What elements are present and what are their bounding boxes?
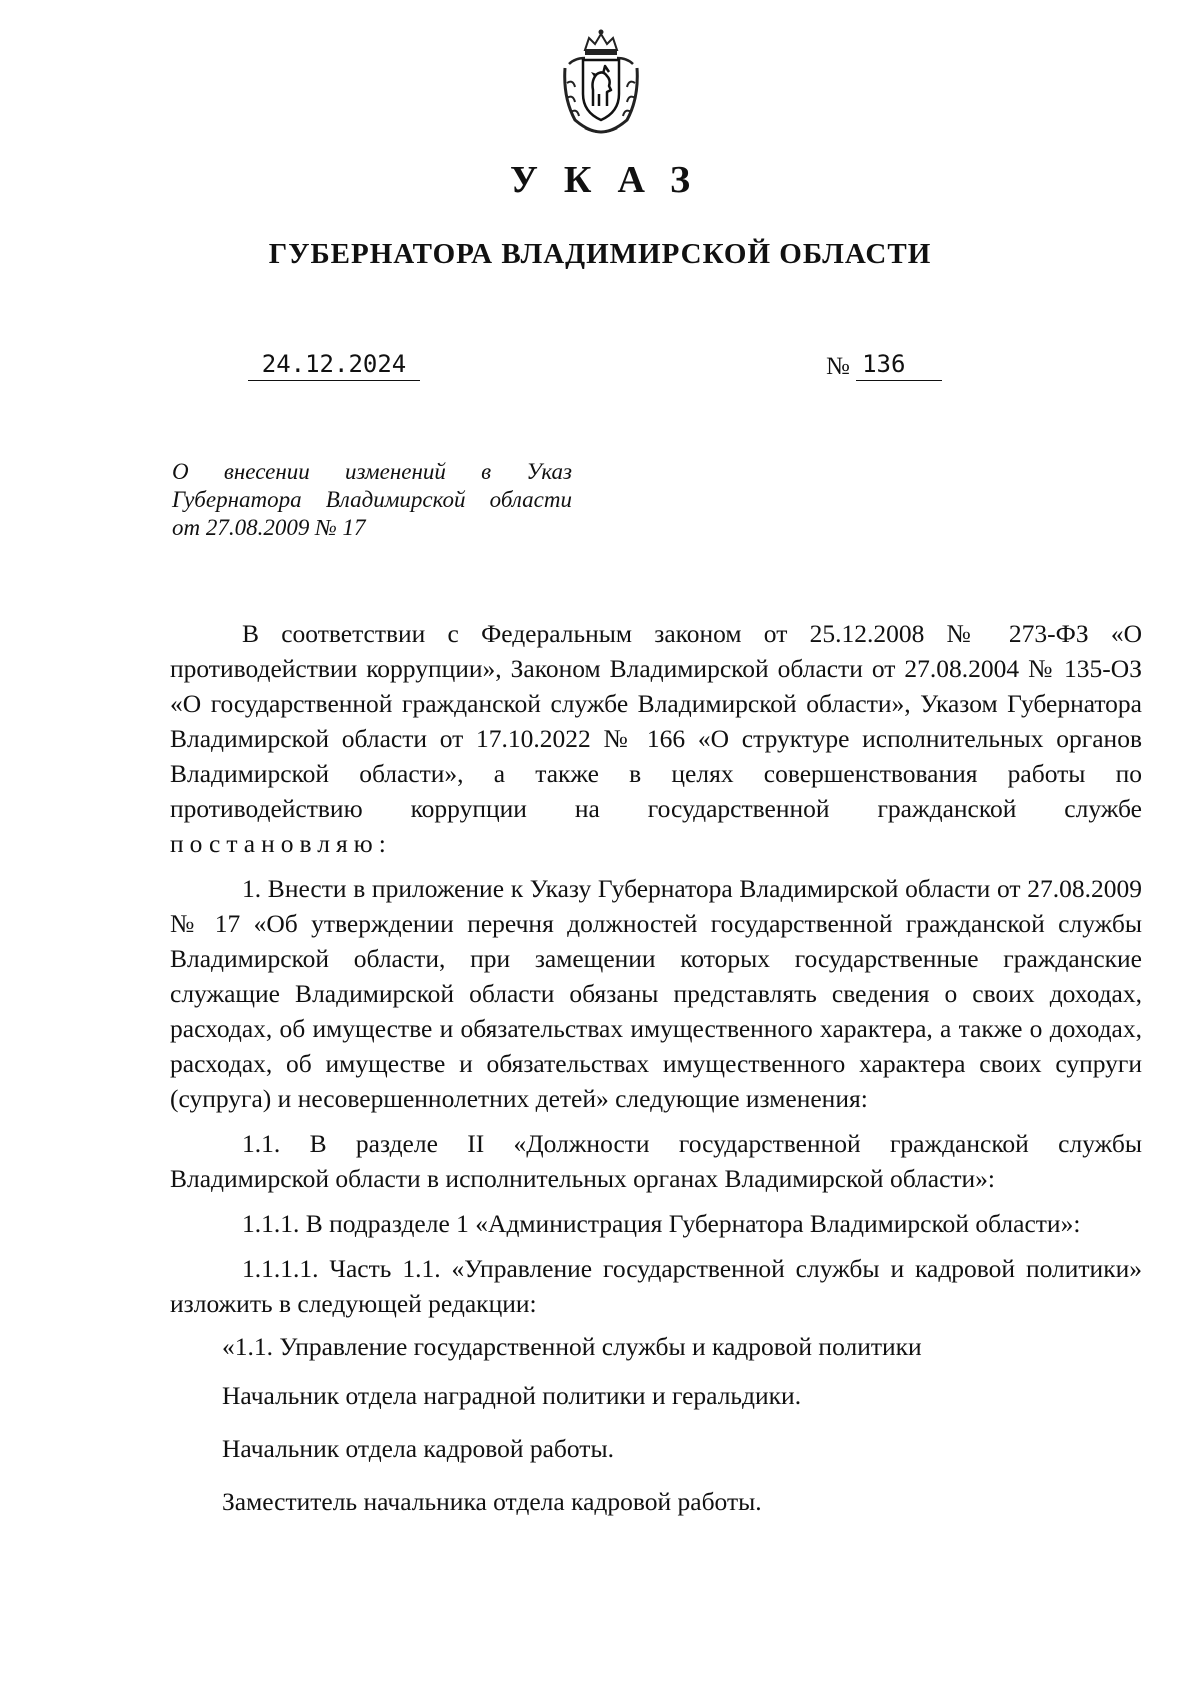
document-number (826, 350, 942, 381)
subject-line: Губернатора Владимирской области (172, 487, 572, 512)
clause-1-1-1-1: 1.1.1.1. Часть 1.1. «Управление государственной службы и кадровой политики» изложить в следующей редакции: (170, 1254, 1142, 1318)
position-item: Начальник отдела наградной политики и геральдики. (222, 1381, 802, 1410)
document-subject (172, 458, 572, 542)
decree-word: постановляю: (170, 829, 392, 858)
clause-1: 1. Внести в приложение к Указу Губернатора Владимирской области от 27.08.2009 № 17 «Об утверждении перечня должностей государственной гражданской службы Владимирской области, при замещении которых государственные гражданские служащие Владимирской области обязаны представлять сведения о своих доходах, расходах, об имуществе и обязательствах имущественного характера, а также о доходах, расходах, об имуществе и обязательствах имущественного характера своих супруги (супруга) и несовершеннолетних детей» следующие изменения: (170, 874, 1142, 1113)
number-sign: № (826, 353, 850, 380)
quoted-heading: «1.1. Управление государственной службы и кадровой политики (222, 1332, 922, 1361)
subject-line: от 27.08.2009 № 17 (172, 515, 366, 540)
position-item: Заместитель начальника отдела кадровой работы. (222, 1487, 762, 1516)
position-item: Начальник отдела кадровой работы. (222, 1434, 614, 1463)
clause-1-1-1: 1.1.1. В подразделе 1 «Администрация Губернатора Владимирской области»: (242, 1209, 1081, 1238)
clause-1-1: 1.1. В разделе II «Должности государственной гражданской службы Владимирской области в исполнительных органах Владимирской области»: (170, 1129, 1142, 1193)
subject-line: О внесении изменений в Указ (172, 459, 572, 484)
preamble-paragraph (170, 616, 1142, 861)
preamble-text: В соответствии с Федеральным законом от 25.12.2008 № 273-ФЗ «О противодействии коррупции», Законом Владимирской области от 27.08.2004 № 135-ОЗ «О государственной гражданской службе Владимирской области», Указом Губернатора Владимирской области от 17.10.2022 № 166 «О структуре исполнительных органов Владимирской области», а также в целях совершенствования работы по противодействию коррупции на государственной гражданской службе (170, 619, 1142, 823)
number-value: 136 (856, 350, 942, 381)
document-subtitle: ГУБЕРНАТОРА ВЛАДИМИРСКОЙ ОБЛАСТИ (268, 238, 932, 270)
document-body (170, 616, 1142, 1519)
vladimir-oblast-coat-of-arms-icon (555, 28, 647, 136)
document-title: УКАЗ (510, 159, 716, 201)
document-date: 24.12.2024 (248, 350, 420, 381)
